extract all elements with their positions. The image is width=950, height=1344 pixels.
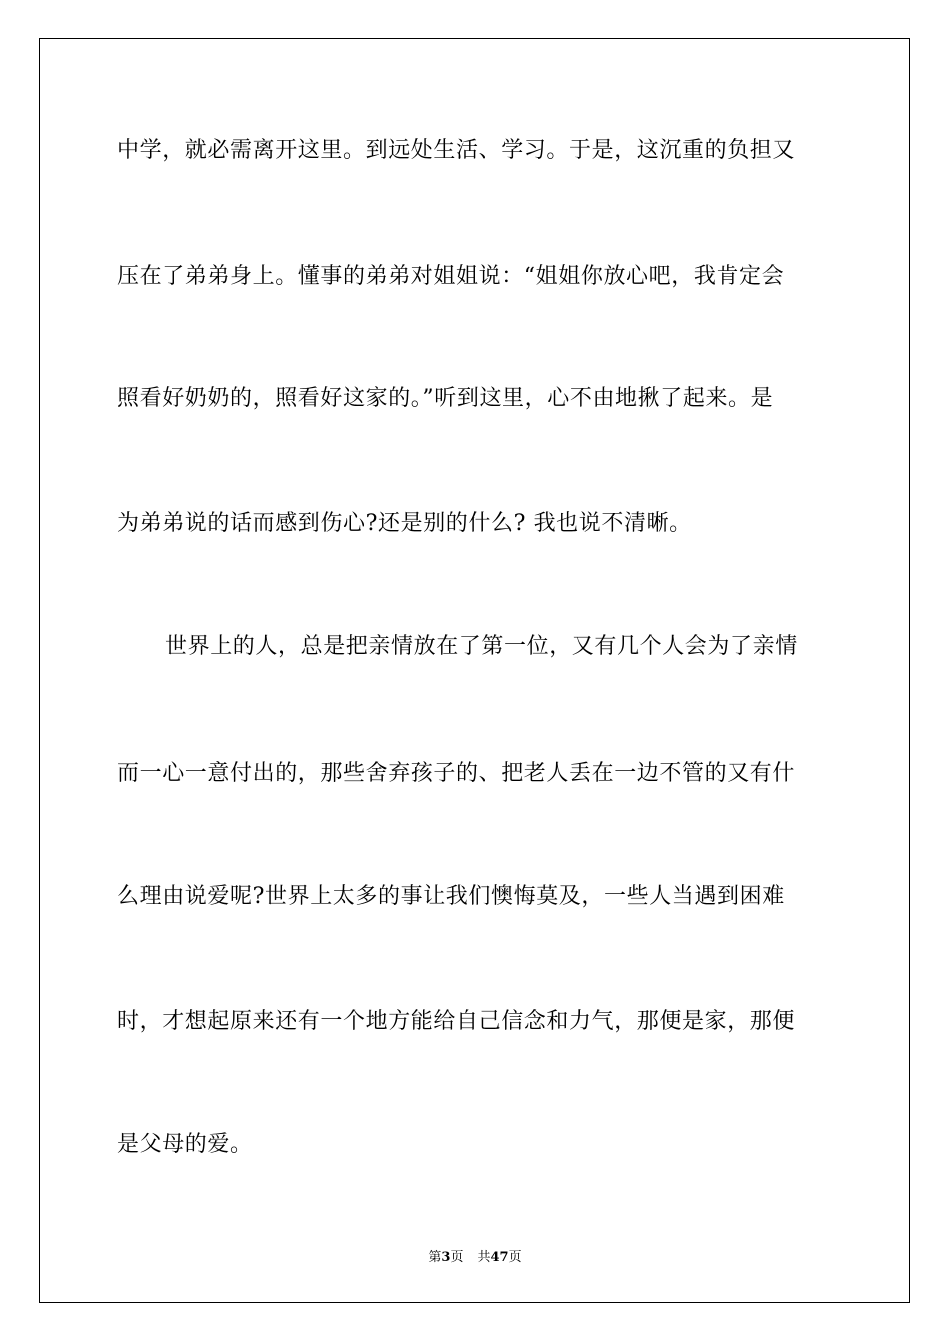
page-prefix: 第: [428, 1250, 442, 1265]
paragraph-2-line-3: 么理由说爱呢?世界上太多的事让我们懊悔莫及，一些人当遇到困难: [117, 884, 785, 909]
paragraph-2-line-4: 时，才想起原来还有一个地方能给自己信念和力气，那便是家，那便: [117, 1009, 796, 1034]
page-footer: [0, 1250, 950, 1266]
page-suffix: 页: [450, 1250, 464, 1265]
paragraph-2-line-1: 世界上的人，总是把亲情放在了第一位，又有几个人会为了亲情: [165, 634, 798, 659]
page-number: 3: [441, 1250, 451, 1265]
total-prefix: 共: [477, 1250, 491, 1265]
paragraph-1-line-1: 中学，就必需离开这里。到远处生活、学习。于是，这沉重的负担又: [117, 138, 796, 163]
total-suffix: 页: [508, 1250, 522, 1265]
paragraph-1-line-2: 压在了弟弟身上。懂事的弟弟对姐姐说：“姐姐你放心吧，我肯定会: [117, 264, 785, 289]
paragraph-2-line-2: 而一心一意付出的，那些舍弃孩子的、把老人丢在一边不管的又有什: [117, 761, 796, 786]
total-pages: 47: [490, 1250, 509, 1265]
paragraph-1-line-4: 为弟弟说的话而感到伤心?还是别的什么? 我也说不清晰。: [117, 511, 692, 536]
paragraph-2-line-5: 是父母的爱。: [117, 1132, 253, 1157]
page-border: [39, 38, 910, 1303]
paragraph-1-line-3: 照看好奶奶的，照看好这家的。”听到这里，心不由地揪了起来。是: [117, 386, 774, 411]
